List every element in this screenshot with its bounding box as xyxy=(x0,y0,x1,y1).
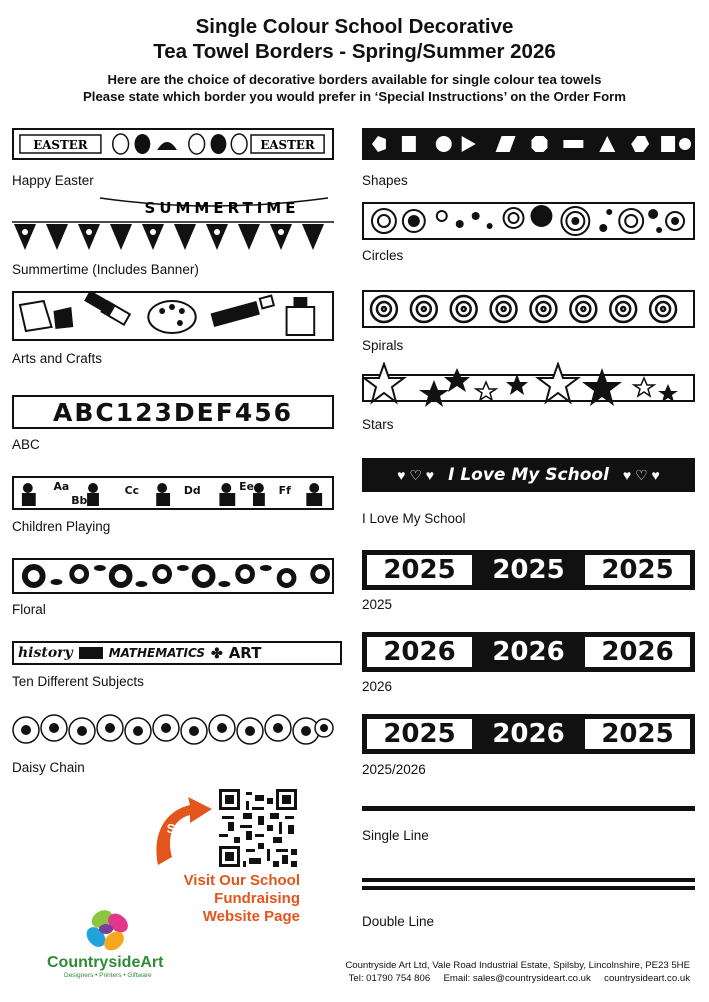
children-playing-border-art xyxy=(14,478,332,508)
label-spirals: Spirals xyxy=(362,338,404,353)
label-shapes: Shapes xyxy=(362,173,408,188)
children-letters-aa: Aa xyxy=(53,479,70,494)
scan-line-1: SCAN xyxy=(166,821,204,836)
year-block-2: 2026 xyxy=(492,719,565,749)
border-spirals xyxy=(362,290,695,328)
border-i-love-my-school xyxy=(362,458,695,492)
page-subtitle xyxy=(0,71,709,105)
border-2025-2026 xyxy=(362,714,695,754)
border-summertime xyxy=(12,194,334,256)
books-icon xyxy=(79,647,103,659)
border-circles xyxy=(362,202,695,240)
border-abc xyxy=(12,395,334,429)
visit-line-2: Fundraising xyxy=(214,890,300,907)
label-ten-subjects: Ten Different Subjects xyxy=(12,674,144,689)
page-title xyxy=(0,14,709,64)
footer-contact xyxy=(290,959,690,985)
label-double-line: Double Line xyxy=(362,914,435,929)
visit-line-3: Website Page xyxy=(202,908,300,925)
hearts-icon-left: ♥ ♡ ♥ xyxy=(397,466,435,483)
subject-history: history xyxy=(18,645,73,661)
label-single-line: Single Line xyxy=(362,828,429,843)
year-block-3: 2025 xyxy=(585,555,690,585)
year-block-1: 2025 xyxy=(367,555,472,585)
footer-contact-line: Tel: 01790 754 806 Email: sales@countrysideart.co.uk countrysideart.co.uk xyxy=(348,973,690,984)
label-2025-2026: 2025/2026 xyxy=(362,762,426,777)
subject-mathematics: MATHEMATICS xyxy=(108,646,205,660)
circles-border-art xyxy=(364,204,693,238)
visit-fundraising-link[interactable] xyxy=(150,872,300,926)
label-floral: Floral xyxy=(12,602,46,617)
footer-address: Countryside Art Ltd, Vale Road Industrial Estate, Spilsby, Lincolnshire, PE23 5HE xyxy=(345,960,690,971)
border-2026 xyxy=(362,632,695,672)
year-block-3: 2026 xyxy=(585,637,690,667)
subject-art: ART xyxy=(228,644,262,662)
border-floral xyxy=(12,558,334,594)
countryside-art-logo-icon xyxy=(82,905,132,955)
year-block-2: 2025 xyxy=(492,555,565,585)
border-children-playing xyxy=(12,476,334,510)
year-block-1: 2026 xyxy=(367,637,472,667)
hearts-icon-right: ♥ ♡ ♥ xyxy=(622,466,660,483)
subtitle-line-1: Here are the choice of decorative borders available for single colour tea towels xyxy=(107,72,602,87)
easter-word-1: EASTER xyxy=(33,137,88,153)
floral-border-art xyxy=(14,560,332,592)
label-2026: 2026 xyxy=(362,679,393,694)
puzzle-icon: ✤ xyxy=(210,644,223,661)
children-letters-dd: Dd xyxy=(183,483,201,498)
easter-word-2: EASTER xyxy=(260,137,315,153)
love-school-text: I Love My School xyxy=(448,465,609,485)
qr-code[interactable] xyxy=(219,789,297,867)
spirals-border-art xyxy=(364,292,693,326)
label-happy-easter: Happy Easter xyxy=(12,173,94,188)
children-letters-cc: Cc xyxy=(124,483,140,498)
daisy-chain-border-art xyxy=(12,712,334,748)
stars-border-art xyxy=(362,362,695,412)
border-double-line-bottom xyxy=(362,886,695,890)
border-2025 xyxy=(362,550,695,590)
border-double-line-top xyxy=(362,878,695,882)
border-daisy-chain xyxy=(12,712,334,748)
label-abc: ABC xyxy=(12,437,40,452)
logo-name: CountrysideArt xyxy=(47,954,164,971)
year-block-3: 2025 xyxy=(585,719,690,749)
border-stars xyxy=(362,362,695,412)
border-happy-easter xyxy=(12,128,334,160)
title-line-1: Single Colour School Decorative xyxy=(195,15,514,38)
summertime-word: SUMMERTIME xyxy=(144,199,300,217)
label-stars: Stars xyxy=(362,417,394,432)
border-single-line xyxy=(362,806,695,811)
scan-line-2: ME! xyxy=(173,835,197,850)
children-letters-ff: Ff xyxy=(278,483,291,498)
visit-line-1: Visit Our School xyxy=(183,872,300,889)
arts-and-crafts-border-art xyxy=(14,293,332,339)
easter-border-art xyxy=(14,130,332,158)
year-block-1: 2025 xyxy=(367,719,472,749)
children-letters-ee: Ee xyxy=(239,479,254,494)
scan-me-text xyxy=(163,822,207,850)
subtitle-line-2: Please state which border you would prefer in ‘Special Instructions’ on the Order Form xyxy=(83,89,626,104)
border-ten-subjects xyxy=(12,641,342,665)
label-arts-and-crafts: Arts and Crafts xyxy=(12,351,103,366)
label-summertime: Summertime (Includes Banner) xyxy=(12,262,199,277)
abc-border-text: ABC123DEF456 xyxy=(52,397,294,427)
logo-tagline: Designers • Printers • Giftware xyxy=(64,972,152,979)
year-block-2: 2026 xyxy=(492,637,565,667)
label-children-playing: Children Playing xyxy=(12,519,111,534)
title-line-2: Tea Towel Borders - Spring/Summer 2026 xyxy=(153,40,556,63)
label-i-love-my-school: I Love My School xyxy=(362,511,466,526)
label-circles: Circles xyxy=(362,248,404,263)
label-daisy-chain: Daisy Chain xyxy=(12,760,85,775)
summertime-border-art xyxy=(12,194,334,256)
children-letters-bb: Bb xyxy=(71,493,88,508)
border-shapes xyxy=(362,128,695,160)
label-2025: 2025 xyxy=(362,597,393,612)
shapes-border-art xyxy=(364,130,693,158)
border-arts-and-crafts xyxy=(12,291,334,341)
